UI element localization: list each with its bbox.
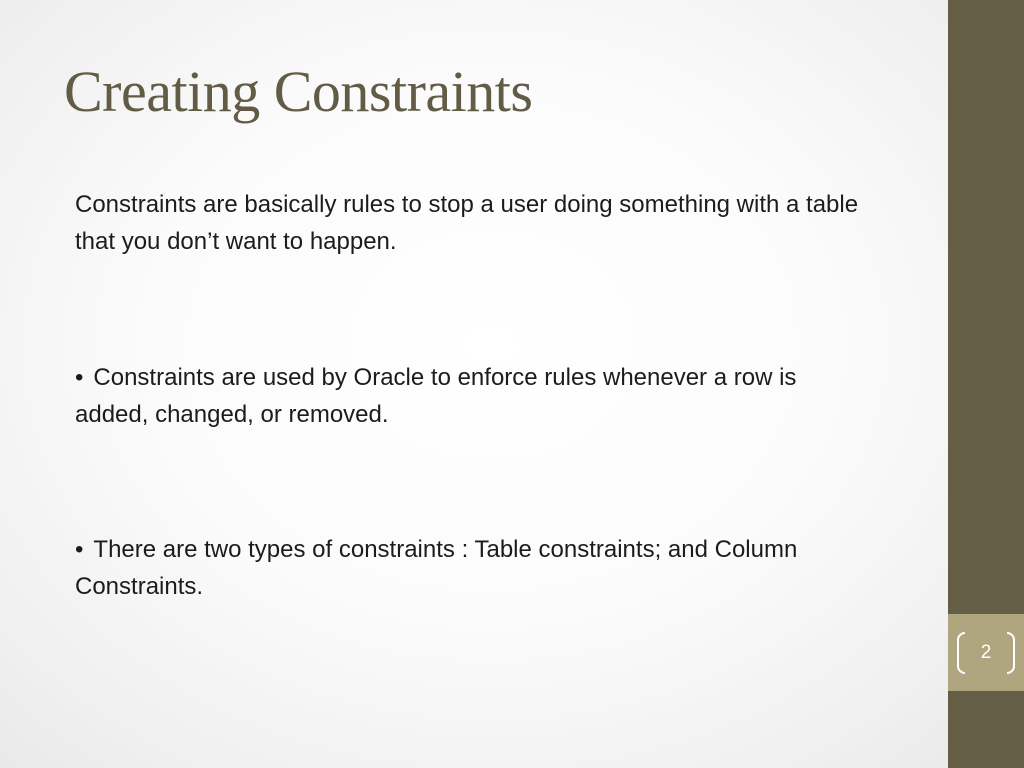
intro-paragraph-text: Constraints are basically rules to stop a user doing something with a table that you don’t want to happen. [75,191,859,255]
bullet-icon: • [75,536,84,563]
intro-paragraph [75,186,875,260]
bullet-item [75,359,875,433]
bullet-item-text: There are two types of constraints : Table constraints; and Column Constraints. [75,536,798,600]
bullet-item [75,531,875,605]
slide-title: Creating Constraints [64,59,533,124]
bullet-icon: • [75,364,84,391]
page-number-box [948,614,1024,691]
page-number: 2 [980,642,992,663]
bullet-item-text: Constraints are used by Oracle to enforce rules whenever a row is added, changed, or removed. [75,364,797,428]
right-brace-icon [1007,632,1015,674]
